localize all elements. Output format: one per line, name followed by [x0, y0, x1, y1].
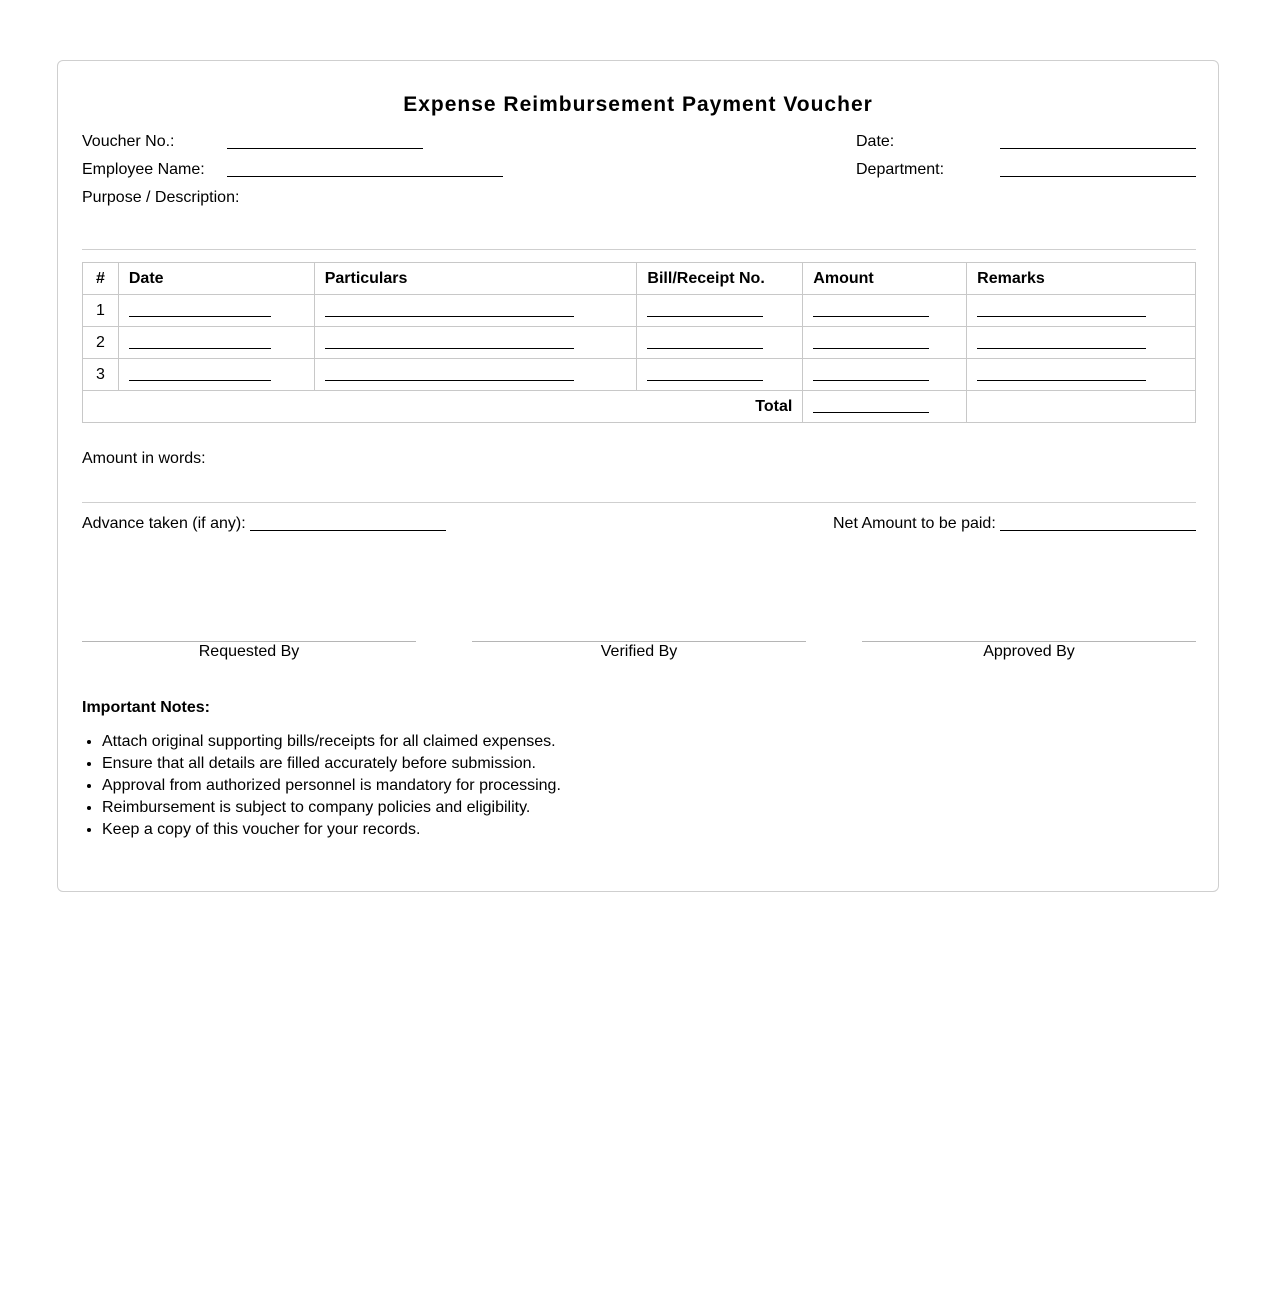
voucher-no-label: Voucher No.:	[82, 133, 175, 150]
header-bill-receipt: Bill/Receipt No.	[637, 263, 803, 295]
date-cell-field[interactable]	[129, 380, 271, 381]
table-row	[83, 359, 1196, 391]
important-notes-title: Important Notes:	[82, 699, 210, 716]
employee-name-label: Employee Name:	[82, 161, 205, 178]
total-remarks-cell	[967, 391, 1196, 423]
voucher-card	[57, 60, 1219, 892]
amount-in-words-label: Amount in words:	[82, 450, 206, 467]
requested-by-label: Requested By	[198, 643, 300, 660]
advance-taken-field[interactable]	[250, 530, 446, 531]
approved-by-label: Approved By	[983, 643, 1075, 660]
header-number: #	[83, 263, 119, 295]
important-notes-list	[82, 731, 1202, 841]
voucher-title: Expense Reimbursement Payment Voucher	[403, 93, 873, 116]
row-number: 3	[83, 359, 119, 391]
department-field[interactable]	[1000, 176, 1196, 177]
row-number: 2	[83, 327, 119, 359]
bill-cell-field[interactable]	[647, 380, 763, 381]
remarks-cell-field[interactable]	[977, 348, 1146, 349]
requested-by-signature-line[interactable]	[82, 641, 416, 642]
header-amount: Amount	[803, 263, 967, 295]
date-cell-field[interactable]	[129, 316, 271, 317]
bill-cell-field[interactable]	[647, 316, 763, 317]
list-item: • Keep a copy of this voucher for your records.	[102, 819, 1202, 841]
bill-cell-field[interactable]	[647, 348, 763, 349]
approved-by-signature-line[interactable]	[862, 641, 1196, 642]
header-particulars: Particulars	[314, 263, 637, 295]
header-date: Date	[118, 263, 314, 295]
advance-taken-label: Advance taken (if any):	[82, 515, 246, 532]
list-item: • Approval from authorized personnel is mandatory for processing.	[102, 775, 1202, 797]
department-label: Department:	[856, 161, 945, 178]
list-item: • Attach original supporting bills/receipts for all claimed expenses.	[102, 731, 1202, 753]
list-item: • Reimbursement is subject to company policies and eligibility.	[102, 797, 1202, 819]
particulars-cell-field[interactable]	[325, 348, 574, 349]
header-remarks: Remarks	[967, 263, 1196, 295]
date-cell-field[interactable]	[129, 348, 271, 349]
date-field[interactable]	[1000, 148, 1196, 149]
expense-table	[82, 262, 1196, 423]
list-item: • Ensure that all details are filled accurately before submission.	[102, 753, 1202, 775]
date-label: Date:	[856, 133, 895, 150]
table-row	[83, 295, 1196, 327]
remarks-cell-field[interactable]	[977, 380, 1146, 381]
purpose-field[interactable]	[82, 249, 1196, 250]
amount-cell-field[interactable]	[813, 316, 929, 317]
amount-cell-field[interactable]	[813, 380, 929, 381]
purpose-label: Purpose / Description:	[82, 189, 240, 206]
particulars-cell-field[interactable]	[325, 380, 574, 381]
total-row	[83, 391, 1196, 423]
amount-in-words-field[interactable]	[82, 502, 1196, 503]
voucher-no-field[interactable]	[227, 148, 423, 149]
total-amount-field[interactable]	[813, 412, 929, 413]
net-amount-field[interactable]	[1000, 530, 1196, 531]
total-label: Total	[83, 391, 803, 423]
table-header-row	[83, 263, 1196, 295]
verified-by-signature-line[interactable]	[472, 641, 806, 642]
particulars-cell-field[interactable]	[325, 316, 574, 317]
verified-by-label: Verified By	[600, 643, 678, 660]
remarks-cell-field[interactable]	[977, 316, 1146, 317]
amount-cell-field[interactable]	[813, 348, 929, 349]
net-amount-label: Net Amount to be paid:	[833, 515, 996, 532]
table-row	[83, 327, 1196, 359]
employee-name-field[interactable]	[227, 176, 503, 177]
row-number: 1	[83, 295, 119, 327]
